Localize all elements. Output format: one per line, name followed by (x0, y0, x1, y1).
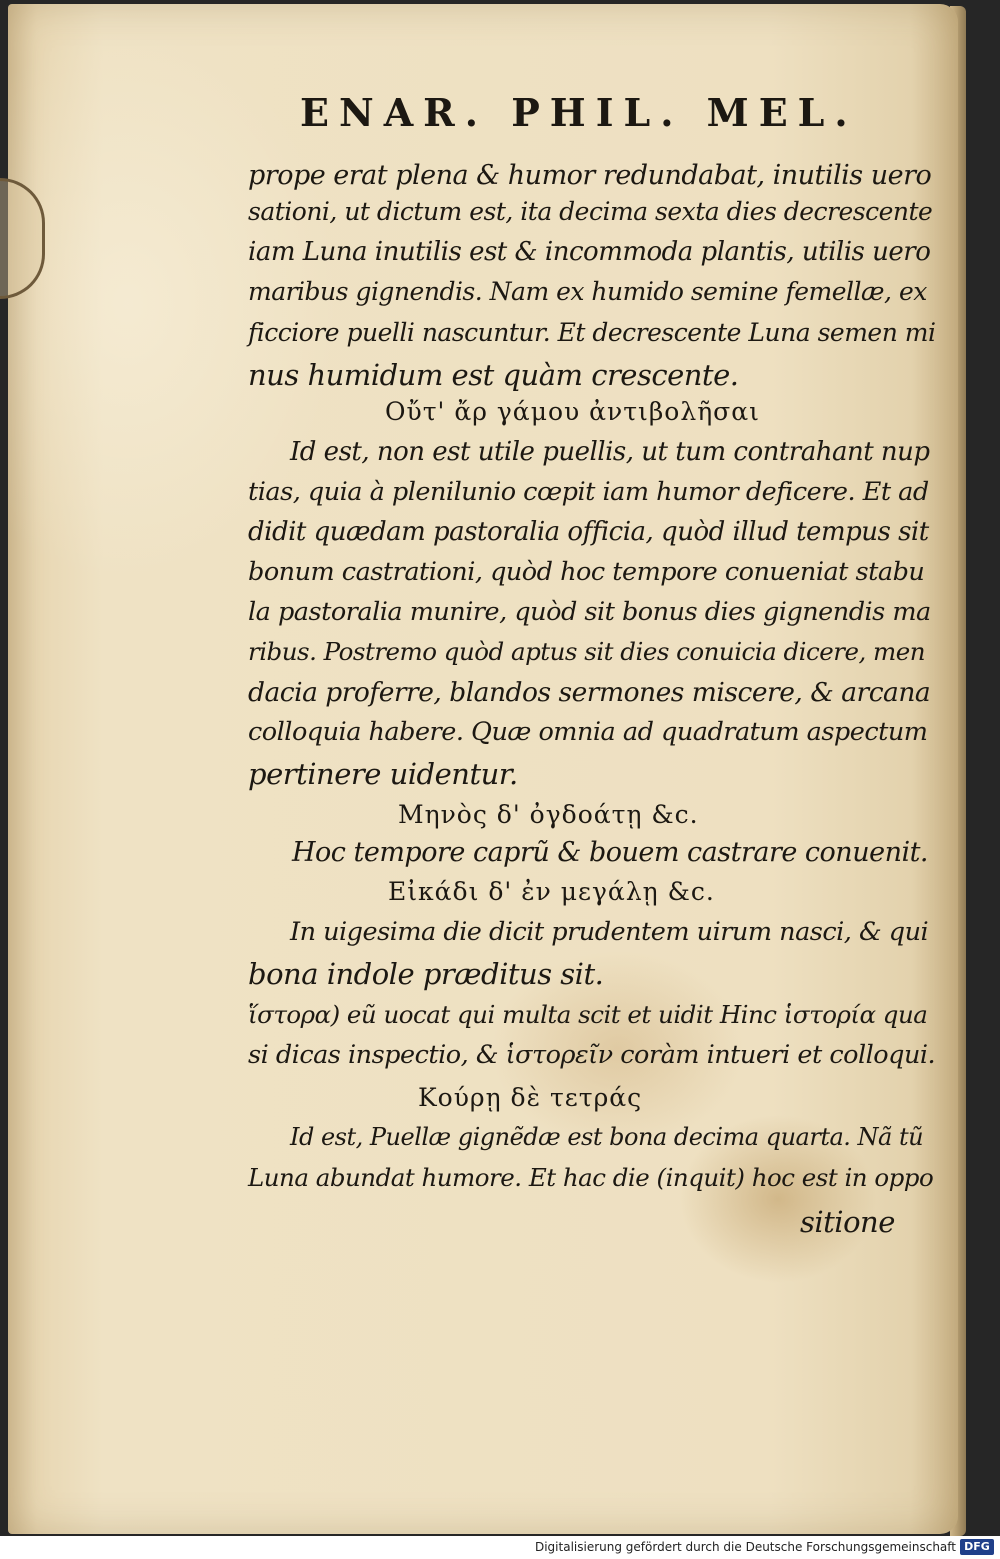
footer-credit: Digitalisierung gefördert durch die Deutsche Forschungsgemeinschaft (534, 1540, 956, 1554)
text-line: dacia proferre, blandos sermones miscere, & arcana (248, 677, 931, 708)
greek-verse-line: Μηνὸς δ' ὀγδοάτῃ &c. (398, 800, 699, 829)
text-line: pertinere uidentur. (248, 757, 518, 791)
text-line: maribus gignendis. Nam ex humido semine femellæ, ex (248, 277, 927, 306)
text-line: In uigesima die dicit prudentem uirum nasci, & qui (290, 917, 929, 947)
text-line: ribus. Postremo quòd aptus sit dies conuicia dicere, men (248, 637, 926, 666)
text-line: iam Luna inutilis est & incommoda plantis, utilis uero (248, 237, 931, 267)
text-line: si dicas inspectio, & ἱστορεῖν coràm intueri et colloqui. (248, 1040, 936, 1070)
greek-verse-line: Οὔτ' ἄρ γάμου ἀντιβολῆσαι (385, 397, 760, 426)
text-line: Id est, non est utile puellis, ut tum contrahant nup (290, 437, 930, 467)
text-line: Luna abundat humore. Et hac die (inquit) hoc est in oppo (248, 1163, 934, 1192)
greek-verse-line: Κούρῃ δὲ τετράς (418, 1083, 643, 1112)
text-line: ἵστορα) eũ uocat qui multa scit et uidit Hinc ἱστορία qua (248, 1000, 928, 1029)
text-line: Id est, Puellæ gignẽdæ est bona decima quarta. Nã tũ (290, 1123, 924, 1151)
text-line: ficciore puelli nascuntur. Et decrescente Luna semen mi (248, 318, 936, 347)
greek-verse-line: Εἰκάδι δ' ἐν μεγάλῃ &c. (388, 877, 715, 906)
text-line: nus humidum est quàm crescente. (248, 358, 739, 392)
text-line: didit quædam pastoralia officia, quòd illud tempus sit (248, 517, 929, 547)
text-line: sationi, ut dictum est, ita decima sexta dies decrescente (248, 197, 933, 226)
text-line: tias, quia à plenilunio cœpit iam humor deficere. Et ad (248, 477, 929, 507)
catchword: sitione (800, 1205, 895, 1239)
text-line: la pastoralia munire, quòd sit bonus dies gignendis ma (248, 597, 931, 627)
text-line: prope erat plena & humor redundabat, inutilis uero (248, 160, 932, 191)
text-line: colloquia habere. Quæ omnia ad quadratum aspectum (248, 717, 928, 747)
text-line: bona indole præditus sit. (248, 957, 604, 991)
text-line: Hoc tempore caprũ & bouem castrare conuenit. (292, 837, 929, 868)
running-head: ENAR. PHIL. MEL. (300, 90, 858, 135)
text-line: bonum castrationi, quòd hoc tempore conueniat stabu (248, 557, 925, 587)
dfg-logo: DFG (960, 1539, 994, 1555)
